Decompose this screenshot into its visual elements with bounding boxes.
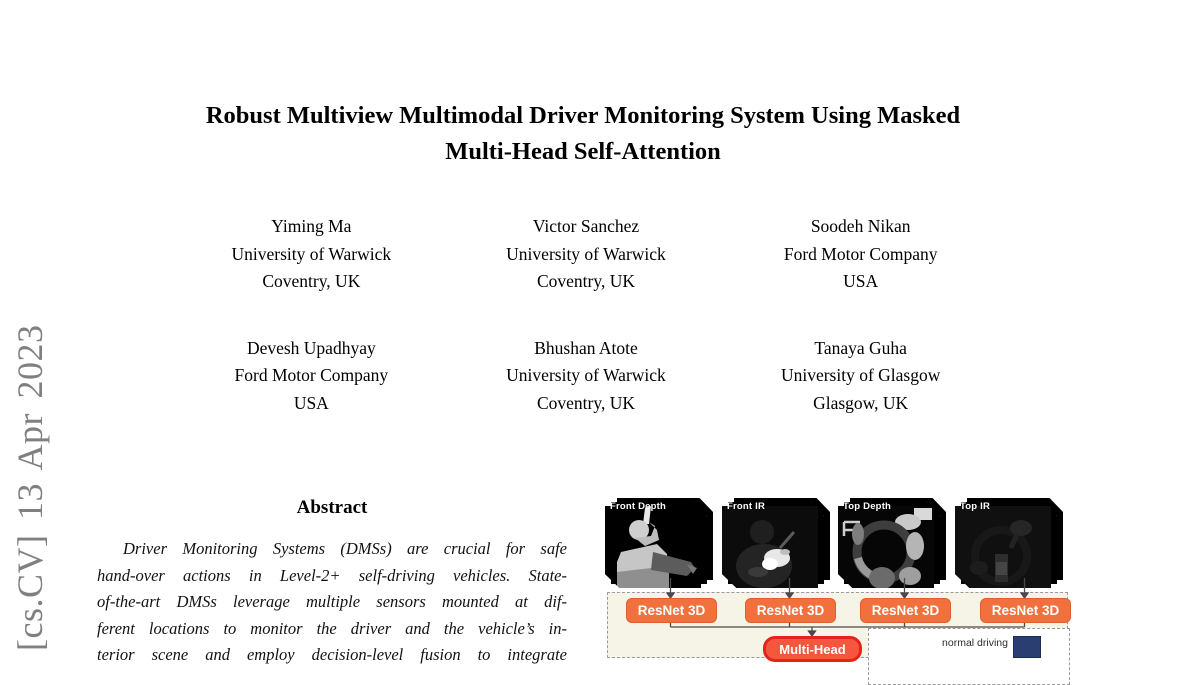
paper-title-line1: Robust Multiview Multimodal Driver Monitoring System Using Masked <box>205 102 961 129</box>
abstract-line: hand-over actions in Level-2+ self-driving vehicles. State- <box>97 565 567 585</box>
output-probability-bar <box>1013 636 1041 658</box>
author-affiliation: University of Warwick <box>506 365 666 385</box>
abstract-line: ferent locations to monitor the driver and the vehicle’s in- <box>97 618 567 638</box>
resnet3d-box: ResNet 3D <box>745 598 836 623</box>
author-block <box>723 213 998 296</box>
author-name: Tanaya Guha <box>814 337 907 358</box>
author-location: Coventry, UK <box>536 271 635 291</box>
author-location: Coventry, UK <box>262 271 361 291</box>
authors-grid <box>174 213 998 417</box>
stream-label: Top Depth <box>843 501 892 512</box>
author-block <box>174 213 449 296</box>
resnet3d-box: ResNet 3D <box>980 598 1071 623</box>
front-depth-thumbnail <box>605 498 713 590</box>
multi-head-box: Multi-Head <box>763 636 862 662</box>
abstract-line: Driver Monitoring Systems (DMSs) are crucial for safe <box>123 539 567 558</box>
author-block <box>723 335 998 418</box>
paper-title-line2: Multi-Head Self-Attention <box>445 138 721 165</box>
paper-title <box>0 98 1166 170</box>
author-affiliation: Ford Motor Company <box>783 243 938 264</box>
author-location: USA <box>293 392 329 413</box>
resnet3d-box: ResNet 3D <box>626 598 717 623</box>
front-ir-image <box>722 506 818 588</box>
author-block <box>449 213 724 296</box>
abstract-line: terior scene and employ decision-level fusion to integrate <box>97 645 567 664</box>
resnet3d-box: ResNet 3D <box>860 598 951 623</box>
stream-label: Front IR <box>727 501 766 512</box>
stream-label: Front Depth <box>610 501 667 512</box>
top-ir-image <box>955 506 1051 588</box>
author-affiliation: Ford Motor Company <box>234 365 389 385</box>
stream-label: Top IR <box>960 501 991 512</box>
author-location: USA <box>843 271 879 291</box>
arxiv-stamp: [cs.CV] 13 Apr 2023 <box>10 324 50 651</box>
author-name: Yiming Ma <box>271 216 352 236</box>
output-class-label: normal driving <box>942 637 1008 649</box>
author-location: Coventry, UK <box>536 392 635 413</box>
author-name: Soodeh Nikan <box>810 216 911 236</box>
author-name: Victor Sanchez <box>532 216 640 236</box>
author-location: Glasgow, UK <box>813 392 909 413</box>
front-ir-thumbnail <box>722 498 830 590</box>
front-depth-image <box>605 506 701 588</box>
abstract-heading: Abstract <box>296 497 368 518</box>
author-affiliation: University of Warwick <box>231 243 392 264</box>
author-name: Bhushan Atote <box>534 337 638 358</box>
abstract-line: of-the-art DMSs leverage multiple sensors mounted at dif- <box>97 592 567 611</box>
author-block <box>174 335 449 418</box>
author-block <box>449 335 724 418</box>
top-ir-thumbnail <box>955 498 1063 590</box>
author-affiliation: University of Warwick <box>506 243 666 264</box>
author-affiliation: University of Glasgow <box>780 365 941 385</box>
figure-pipeline <box>595 490 1085 660</box>
abstract-text <box>97 536 567 669</box>
top-depth-thumbnail <box>838 498 946 590</box>
top-depth-image <box>838 506 934 588</box>
author-name: Devesh Upadhyay <box>246 337 376 358</box>
